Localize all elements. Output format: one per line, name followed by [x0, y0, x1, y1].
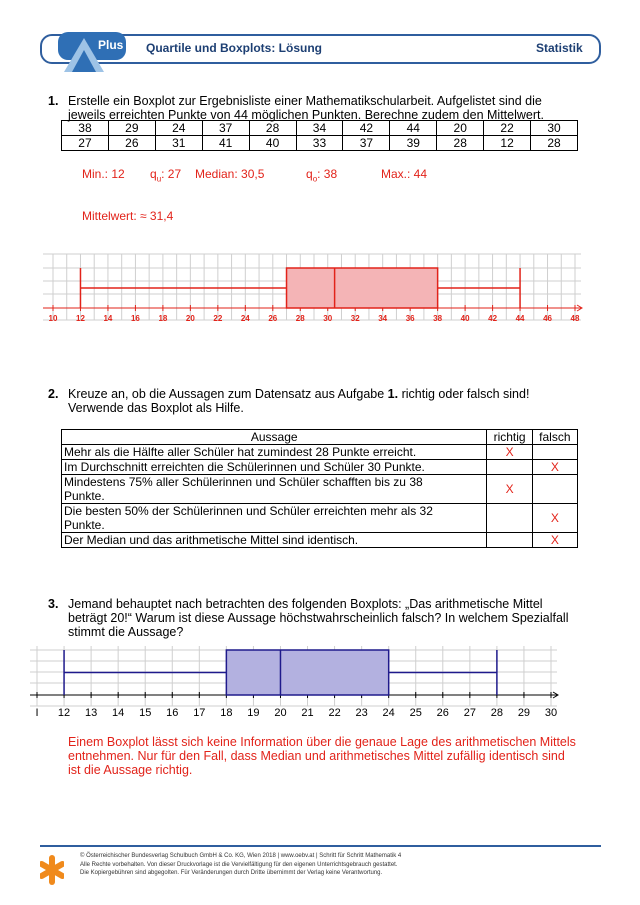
x-tick-label: 40	[460, 314, 470, 323]
data-cell: 31	[155, 136, 202, 151]
x-tick-label: 20	[274, 707, 287, 719]
data-cell: 38	[62, 121, 109, 136]
x-tick-label: 26	[268, 314, 278, 323]
qo-prefix: q	[306, 167, 313, 181]
statement-line1: Mehr als die Hälfte aller Schüler hat zumindest 28 Punkte erreicht.	[64, 445, 417, 459]
qu-prefix: q	[150, 167, 157, 181]
box	[226, 650, 388, 695]
footer-line2: Alle Rechte vorbehalten. Von dieser Druckvorlage ist die Vervielfältigung für den eigenen Unterrichtsgebrauch gestattet.	[80, 861, 398, 868]
x-tick-label: 27	[463, 707, 476, 719]
task1-text-line1: Erstelle ein Boxplot zur Ergebnisliste einer Mathematikschularbeit. Aufgelistet sind die	[68, 94, 542, 108]
x-tick-label: 38	[433, 314, 443, 323]
x-tick-label: 13	[84, 707, 98, 719]
data-table	[61, 120, 578, 151]
falsch-cell[interactable]: X	[532, 504, 577, 533]
data-cell: 24	[155, 121, 202, 136]
x-tick-label: 29	[517, 707, 531, 719]
x-tick-label: 44	[515, 314, 525, 323]
boxplot-chart-2	[30, 642, 580, 722]
task3-answer-line3: ist die Aussage richtig.	[68, 763, 193, 777]
answer-min: Min.: 12	[82, 167, 125, 181]
data-cell: 37	[202, 121, 249, 136]
footer-line1: © Österreichischer Bundesverlag Schulbuch GmbH & Co. KG, Wien 2018 | www.oebv.at | Schritt für Schritt Mathematik 4	[80, 853, 402, 859]
task3-answer-line2: entnehmen. Nur für den Fall, dass Median und arithmetisches Mittel zufällig identisch sind	[68, 749, 565, 763]
x-tick-label: 23	[355, 707, 368, 719]
statement-line1: Mindestens 75% aller Schülerinnen und Schüler schafften bis zu 38	[64, 475, 423, 489]
task3-number: 3.	[48, 597, 59, 611]
task1-number: 1.	[48, 94, 59, 108]
richtig-cell[interactable]	[487, 460, 532, 475]
data-cell: 44	[390, 121, 437, 136]
x-tick-label: 12	[57, 707, 71, 719]
data-cell: 39	[390, 136, 437, 151]
x-tick-label: 28	[295, 314, 305, 323]
x-tick-label: 10	[48, 314, 58, 323]
falsch-cell[interactable]	[532, 475, 577, 504]
statement-row	[62, 460, 578, 475]
qu-value: : 27	[161, 167, 182, 181]
statement-row	[62, 475, 578, 504]
x-tick-label: 25	[409, 707, 422, 719]
x-tick-label: 24	[382, 707, 395, 719]
x-tick-label: 22	[213, 314, 223, 323]
x-tick-label: 18	[158, 314, 168, 323]
statement-text	[62, 445, 487, 460]
data-cell: 28	[531, 136, 578, 151]
data-cell: 26	[108, 136, 155, 151]
x-tick-label: 18	[220, 707, 233, 719]
box	[287, 268, 438, 308]
x-tick-label: 20	[185, 314, 195, 323]
richtig-cell[interactable]: X	[487, 475, 532, 504]
statement-text	[62, 475, 487, 504]
plus-logo-icon	[58, 28, 126, 72]
answer-mean: Mittelwert: ≈ 31,4	[82, 209, 174, 223]
richtig-cell[interactable]	[487, 504, 532, 533]
statement-row	[62, 445, 578, 460]
qu-sub: u	[156, 174, 162, 184]
x-tick-label: 48	[570, 314, 580, 323]
x-tick-label: 16	[166, 707, 179, 719]
answer-q-lower	[150, 167, 181, 186]
data-cell: 28	[249, 121, 296, 136]
footer-divider	[40, 845, 601, 847]
task3-answer-line1: Einem Boxplot lässt sich keine Information über die genaue Lage des arithmetischen Mittels	[68, 735, 576, 749]
falsch-cell[interactable]	[532, 445, 577, 460]
task1-text-line2: jeweils erreichten Punkte von 44 möglichen Punkten. Berechne zudem den Mittelwert.	[68, 108, 544, 122]
richtig-cell[interactable]: X	[487, 445, 532, 460]
statement-text	[62, 533, 487, 548]
task2-text-line2: Verwende das Boxplot als Hilfe.	[68, 401, 244, 415]
statement-line1: Der Median und das arithmetische Mittel sind identisch.	[64, 533, 359, 547]
statement-text	[62, 504, 487, 533]
task3-text-line1: Jemand behauptet nach betrachten des folgenden Boxplots: „Das arithmetische Mittel	[68, 597, 543, 611]
statement-line1: Im Durchschnitt erreichten die Schülerinnen und Schüler 30 Punkte.	[64, 460, 425, 474]
data-cell: 34	[296, 121, 343, 136]
task3-text-line2: beträgt 20!“ Warum ist diese Aussage höchstwahrscheinlich falsch? In welchem Spezialfall	[68, 611, 569, 625]
statement-row	[62, 533, 578, 548]
footer-line3: Die Kopiergebühren sind abgegolten. Für Veränderungen durch Dritte übernimmt der Verlag keine Verantwortung.	[80, 870, 383, 876]
statement-table	[61, 429, 578, 548]
falsch-cell[interactable]: X	[532, 460, 577, 475]
x-tick-label: 21	[301, 707, 314, 719]
x-tick-label: 19	[247, 707, 260, 719]
richtig-cell[interactable]	[487, 533, 532, 548]
x-tick-label: 24	[240, 314, 250, 323]
answer-max: Max.: 44	[381, 167, 428, 181]
x-tick-label: 15	[139, 707, 152, 719]
statement-line2: Punkte.	[64, 518, 105, 532]
x-tick-label: 46	[543, 314, 552, 323]
subject-label: Statistik	[536, 41, 583, 55]
answer-q-upper	[306, 167, 337, 186]
statement-line2: Punkte.	[64, 489, 105, 503]
answer-median: Median: 30,5	[195, 167, 265, 181]
data-cell: 40	[249, 136, 296, 151]
statement-text	[62, 460, 487, 475]
x-tick-label: 12	[76, 314, 85, 323]
x-tick-label: 30	[544, 707, 558, 719]
x-tick-label: 14	[112, 707, 125, 719]
statement-line1: Die besten 50% der Schülerinnen und Schüler erreichten mehr als 32	[64, 504, 433, 518]
data-cell: 33	[296, 136, 343, 151]
boxplot-chart-1	[40, 250, 590, 330]
data-cell: 30	[531, 121, 578, 136]
data-cell: 27	[62, 136, 109, 151]
x-tick-label: 36	[405, 314, 415, 323]
task2-text-bold: 1.	[387, 387, 399, 401]
statement-header-row	[62, 430, 578, 445]
x-tick-label: 17	[193, 707, 206, 719]
task2-number: 2.	[48, 387, 59, 401]
x-tick-label: 22	[328, 707, 341, 719]
task2-text-line1	[68, 387, 529, 402]
data-row-2	[62, 136, 578, 151]
x-tick-label: 14	[103, 314, 113, 323]
qo-value: : 38	[317, 167, 338, 181]
x-tick-label: 30	[323, 314, 333, 323]
data-cell: 20	[437, 121, 484, 136]
data-cell: 41	[202, 136, 249, 151]
page-title: Quartile und Boxplots: Lösung	[146, 41, 322, 55]
x-tick-label: 26	[436, 707, 449, 719]
data-cell: 28	[437, 136, 484, 151]
header-aussage: Aussage	[62, 430, 487, 445]
data-cell: 22	[484, 121, 531, 136]
qo-sub: o	[312, 174, 318, 184]
data-cell: 37	[343, 136, 390, 151]
x-tick-label: 42	[488, 314, 498, 323]
task2-text-end: richtig oder falsch sind!	[401, 387, 530, 401]
x-tick-label: 28	[490, 707, 504, 719]
x-tick-label: I	[35, 707, 39, 719]
falsch-cell[interactable]: X	[532, 533, 577, 548]
x-tick-label: 16	[130, 314, 140, 323]
footer-text	[80, 852, 580, 878]
publisher-logo-icon	[40, 855, 64, 885]
statement-row	[62, 504, 578, 533]
x-tick-label: 34	[378, 314, 388, 323]
x-tick-label: 32	[350, 314, 360, 323]
header-falsch: falsch	[532, 430, 577, 445]
data-cell: 42	[343, 121, 390, 136]
logo-text: Plus	[98, 38, 124, 52]
header-richtig: richtig	[487, 430, 532, 445]
task2-text-start: Kreuze an, ob die Aussagen zum Datensatz aus Aufgabe	[68, 387, 385, 401]
data-cell: 29	[108, 121, 155, 136]
data-cell: 12	[484, 136, 531, 151]
data-row-1	[62, 121, 578, 136]
task3-text-line3: stimmt die Aussage?	[68, 625, 184, 639]
